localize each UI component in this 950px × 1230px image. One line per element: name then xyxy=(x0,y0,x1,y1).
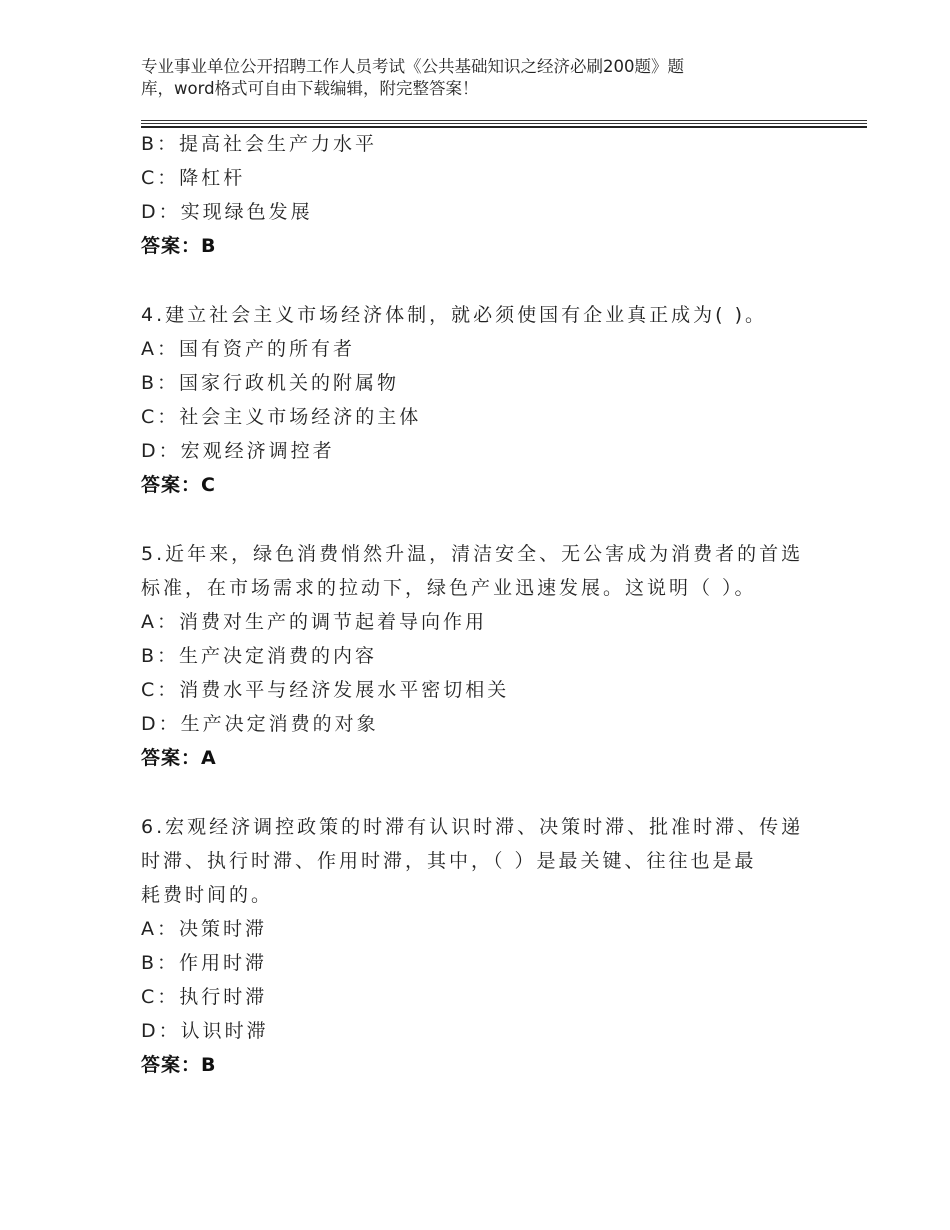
question-stem-line-1: 6.宏观经济调控政策的时滞有认识时滞、决策时滞、批准时滞、传递 xyxy=(141,816,804,838)
answer-line: 答案：A xyxy=(141,747,217,769)
option-b: B：提高社会生产力水平 xyxy=(141,133,378,155)
option-c: C：消费水平与经济发展水平密切相关 xyxy=(141,679,510,701)
option-c: C：执行时滞 xyxy=(141,986,268,1008)
spacer xyxy=(141,263,821,298)
question-6-block xyxy=(141,810,821,1082)
answer-line: 答案：B xyxy=(141,235,217,257)
question-content xyxy=(141,127,821,1082)
option-a: A：消费对生产的调节起着导向作用 xyxy=(141,611,487,633)
option-b: B：作用时滞 xyxy=(141,952,268,974)
spacer xyxy=(141,775,821,810)
option-a: A：决策时滞 xyxy=(141,918,267,940)
option-d: D：认识时滞 xyxy=(141,1020,269,1042)
question-4-block xyxy=(141,298,821,502)
option-b: B：生产决定消费的内容 xyxy=(141,645,378,667)
question-stem-line-3: 耗费时间的。 xyxy=(141,884,274,906)
option-d: D：宏观经济调控者 xyxy=(141,440,335,462)
question-5-block xyxy=(141,537,821,775)
option-c: C：社会主义市场经济的主体 xyxy=(141,406,422,428)
answer-line: 答案：B xyxy=(141,1054,217,1076)
spacer xyxy=(141,502,821,537)
question-stem-line-2: 标准，在市场需求的拉动下，绿色产业迅速发展。这说明（ ）。 xyxy=(141,577,757,599)
option-a: A：国有资产的所有者 xyxy=(141,338,355,360)
answer-line: 答案：C xyxy=(141,474,216,496)
header-title-line-2: 库，word格式可自由下载编辑，附完整答案！ xyxy=(141,79,479,98)
question-3-block xyxy=(141,127,821,263)
question-stem-line-1: 5.近年来，绿色消费悄然升温，清洁安全、无公害成为消费者的首选 xyxy=(141,543,804,565)
header-divider-thin-top xyxy=(141,120,867,121)
header-divider-thin-middle xyxy=(141,123,867,124)
option-d: D：生产决定消费的对象 xyxy=(141,713,379,735)
header-title-line-1: 专业事业单位公开招聘工作人员考试《公共基础知识之经济必刷200题》题 xyxy=(141,57,684,76)
option-d: D：实现绿色发展 xyxy=(141,201,313,223)
document-header xyxy=(141,56,781,100)
option-c: C：降杠杆 xyxy=(141,167,246,189)
question-stem-line-2: 时滞、执行时滞、作用时滞，其中，（ ）是最关键、往往也是最 xyxy=(141,850,757,872)
question-stem: 4.建立社会主义市场经济体制，就必须使国有企业真正成为( )。 xyxy=(141,304,767,326)
option-b: B：国家行政机关的附属物 xyxy=(141,372,400,394)
